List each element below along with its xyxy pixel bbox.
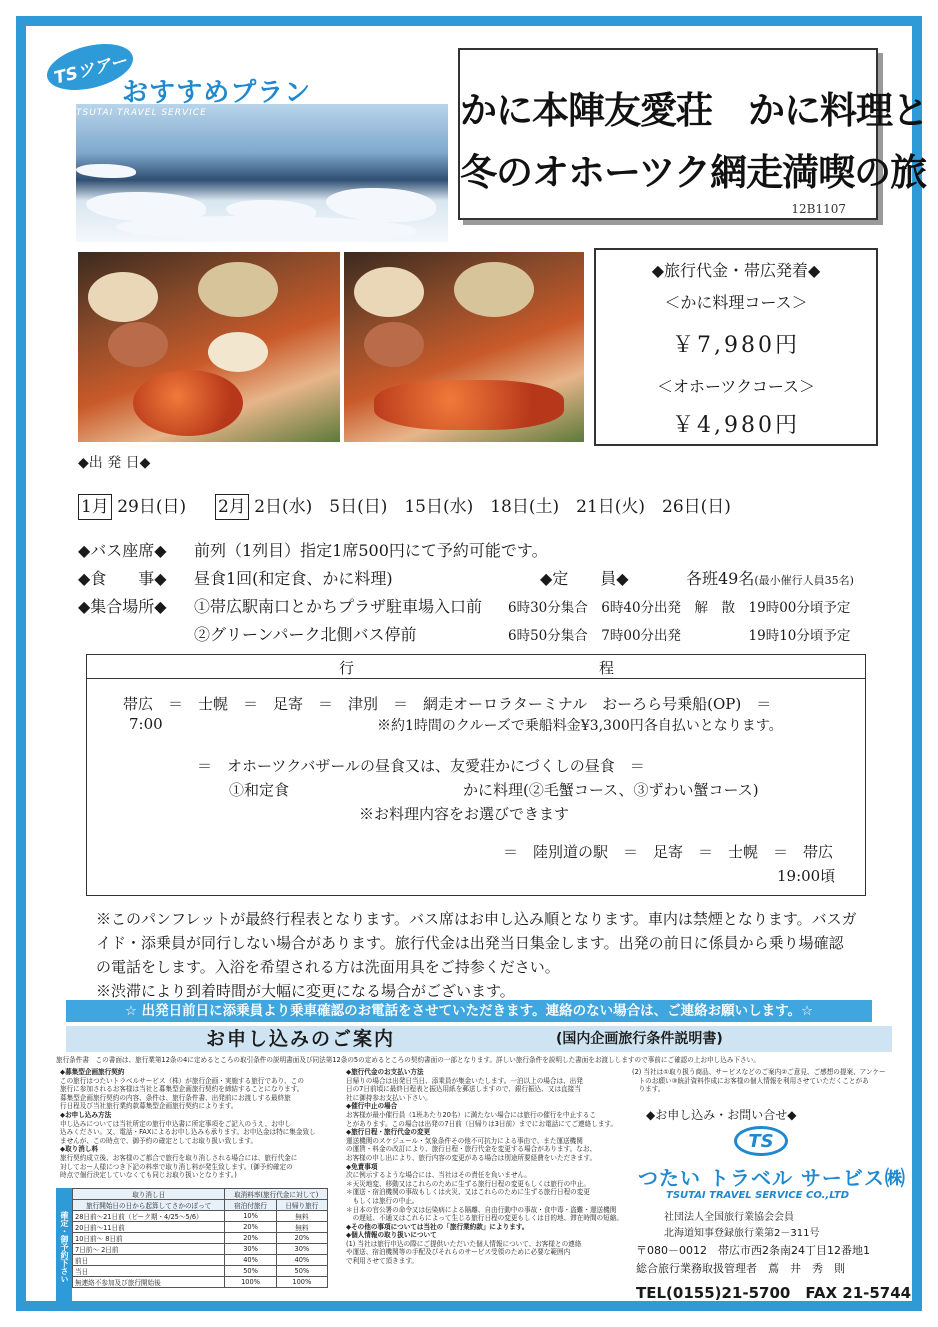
cancel-rate-cell: 50% bbox=[225, 1266, 276, 1277]
okhotsk-course-price: ￥4,980円 bbox=[672, 413, 800, 438]
bus-seat-label: ◆バス座席◆ bbox=[78, 541, 167, 560]
meeting-place-1: ①帯広駅南口とかちプラザ駐車場入口前 bbox=[194, 597, 483, 616]
terms-line: ＊天災地変、移動又はこれらのために生ずる旅行日程の変更もしくは旅行の中止。 bbox=[346, 1179, 590, 1188]
terms-line: 社に御持参お支払い下さい。 bbox=[346, 1093, 432, 1102]
feb-month: 2月 bbox=[215, 494, 249, 520]
note1-line3: の電話をします。入浴を希望される方は洗面用具をご持参ください。 bbox=[96, 958, 560, 976]
itinerary-header bbox=[87, 655, 865, 679]
kani-course-name: ＜かに料理コース＞ bbox=[664, 293, 808, 312]
terms-line: お客様の申し出により、旅行内容の変更がある場合は別途所要経費をいただきます。 bbox=[346, 1153, 597, 1162]
terms-intro: 旅行条件書 この書面は、旅行業第12条の4に定めるところの取引条件の説明書面及び同法第12条の5の定めるところの契約書面の一部となります。詳しい旅行条件を説明した書面をお渡ししますので事前にご確認の上お申し込み下さい。 bbox=[56, 1056, 760, 1064]
cancel-period-cell: 当日 bbox=[73, 1266, 225, 1277]
terms-column-3 bbox=[632, 1068, 886, 1094]
cancel-header-rate: 取消料率(旅行代金に対して) bbox=[225, 1189, 328, 1200]
terms-line: 対しておー人様につき下記の料率で取り消し料が発生致します。(御予約確定の bbox=[60, 1162, 293, 1171]
itinerary-box bbox=[86, 654, 866, 896]
okhotsk-course-name: ＜オホーツクコース＞ bbox=[656, 377, 816, 396]
cancel-rate-cell: 100% bbox=[276, 1277, 327, 1288]
cancel-period-cell: 20日前～11日前 bbox=[73, 1222, 225, 1233]
page-border bbox=[16, 16, 928, 1311]
terms-line: 日帰りの場合は出発日当日、添乗員が集金いたします。一泊以上の場合は、出発 bbox=[346, 1076, 583, 1085]
terms-line: 行日程及び当社旅行業約款募集型企画旅行契約によります。 bbox=[60, 1102, 238, 1111]
cancel-subheader-day: 日帰り旅行 bbox=[276, 1200, 327, 1211]
terms-line: や運送、宿泊機関等の手配及びそれらのサービス受領のために必要な範囲内 bbox=[346, 1248, 571, 1257]
terms-line: 募集型企画旅行契約の内容、条件は、旅行条件書、出発前にお渡しする最終旅 bbox=[60, 1093, 291, 1102]
cancel-subheader-stay: 宿泊付旅行 bbox=[225, 1200, 276, 1211]
terms-line: とがあります。この場合は出発の7日前（日帰りは3日前）までにお電話にてご連絡します。 bbox=[346, 1119, 618, 1128]
cancel-rate-cell: 30% bbox=[225, 1244, 276, 1255]
terms-line: 申し込みについては当社所定の旅行申込書に所定事項をご記入のうえ、お申し bbox=[60, 1119, 292, 1128]
terms-line: の遅延、不通又はこれらによって生じる旅行日程の変更もしくは目的地、滞在時間の短縮。 bbox=[346, 1214, 623, 1223]
terms-line: トのお願い③統計資料作成にお客様の個人情報を利用させていただくことがあ bbox=[632, 1076, 869, 1085]
terms-section-heading: ◆お申し込み方法 bbox=[60, 1110, 112, 1119]
application-guide-subtitle: (国内企画旅行条件説明書) bbox=[556, 1031, 723, 1047]
terms-line: 時点で個行決定していなくても同じお取り扱いとなります。) bbox=[60, 1171, 237, 1180]
snow-crab-meal-photo bbox=[344, 252, 584, 442]
cancel-rate-cell: 30% bbox=[276, 1244, 327, 1255]
tour-code: 12B1107 bbox=[791, 202, 846, 216]
cancellation-fee-table bbox=[72, 1188, 328, 1288]
meeting-place-label: ◆集合場所◆ bbox=[78, 597, 167, 616]
terms-line: 次に例示するような場合には、当社はその責任を負いません。 bbox=[346, 1171, 532, 1180]
capacity-note: (最小催行人員35名) bbox=[754, 574, 854, 587]
terms-section-heading: ◆取り消し料 bbox=[60, 1145, 99, 1154]
terms-section-heading: ◆免責事項 bbox=[346, 1162, 378, 1171]
cancel-period-cell: 前日 bbox=[73, 1255, 225, 1266]
application-guide-title: お申し込みのご案内 bbox=[206, 1028, 396, 1050]
cancel-rate-cell: 20% bbox=[276, 1233, 327, 1244]
capacity-count: 各班49名 bbox=[686, 569, 755, 588]
itinerary-row3: ＝ 陸別道の駅 ＝ 足寄 ＝ 士幌 ＝ 帯広 bbox=[503, 843, 834, 861]
kani-course-price: ￥7,980円 bbox=[672, 333, 800, 358]
cancel-subheader-date: 旅行開始日の日から起算してさかのぼって bbox=[73, 1200, 225, 1211]
departure-label: ◆出 発 日◆ bbox=[78, 455, 151, 471]
contact-heading: ◆お申し込み・お問い合せ◆ bbox=[646, 1108, 797, 1122]
cancel-period-cell: 7日前～ 2日前 bbox=[73, 1244, 225, 1255]
application-guide-title-bar bbox=[66, 1026, 892, 1052]
company-address: 〒080－0012 帯広市西2条南24丁目12番地1 bbox=[636, 1244, 870, 1257]
jan-month: 1月 bbox=[78, 494, 112, 520]
meal-text: 昼食1回(和定食、かに料理) bbox=[194, 569, 393, 588]
note2: ※渋滞により到着時間が大幅に変更になる場合がございます。 bbox=[96, 982, 515, 1000]
terms-line: の運賃・料金の改訂により、旅行日程・旅行代金を変更する場合があります。なお、 bbox=[346, 1145, 597, 1154]
itinerary-row1-time: 7:00 bbox=[129, 715, 163, 733]
cancel-rate-cell: 20% bbox=[225, 1233, 276, 1244]
meeting-time-1: 6時30分集合 6時40分出発 解 散 19時00分頃予定 bbox=[508, 600, 851, 616]
terms-section-heading: ◆その他の事項については当社の「旅行業約款」によります。 bbox=[346, 1222, 529, 1231]
terms-line: ＊運送・宿泊機関の事故もしくは火災、又はこれらのために生ずる旅行日程の変更 bbox=[346, 1188, 590, 1197]
tour-title-line1: かに本陣友愛荘 かに料理と bbox=[460, 89, 928, 132]
cancel-header-date: 取り消し日 bbox=[73, 1189, 225, 1200]
terms-line: もしくは旅行の中止。 bbox=[346, 1196, 419, 1205]
company-name-en: TSUTAI TRAVEL SERVICE CO.,LTD bbox=[666, 1190, 850, 1201]
terms-section-heading: ◆旅行日程・旅行代金の変更 bbox=[346, 1128, 431, 1137]
itinerary-row2: ＝ オホーツクバザールの昼食又は、友愛荘かにづくしの昼食 ＝ bbox=[197, 757, 645, 775]
terms-line: ませんが、この時点で、御予約の確定としてお取り扱い致します。 bbox=[60, 1136, 258, 1145]
callback-notice-banner: ☆ 出発日前日に添乗員より乗車確認のお電話をさせていただきます。連絡のない場合は、ご連絡お願いします。☆ bbox=[66, 1000, 872, 1022]
terms-line: 旅行に参加されるお客様は当社と募集型企画旅行契約を締結することになります。 bbox=[60, 1085, 304, 1094]
cancel-rate-cell: 無料 bbox=[276, 1211, 327, 1222]
tour-title-line2: 冬のオホーツク網走満喫の旅 bbox=[460, 151, 927, 194]
terms-line: ＊日本の官公署の命令又は伝染病による隔離、自由行動中の事故・食中毒・盗難・運送機関 bbox=[346, 1205, 617, 1214]
cancel-rate-cell: 100% bbox=[225, 1277, 276, 1288]
meal-label: ◆食 事◆ bbox=[78, 569, 167, 588]
recommend-plan-label: おすすめプラン bbox=[122, 78, 312, 108]
terms-column-2 bbox=[346, 1068, 623, 1266]
cancel-rate-cell: 無料 bbox=[276, 1222, 327, 1233]
itinerary-row3-time: 19:00頃 bbox=[777, 867, 836, 885]
price-heading: ◆旅行代金・帯広発着◆ bbox=[651, 261, 821, 280]
table-row bbox=[73, 1222, 328, 1233]
meeting-time-2: 6時50分集合 7時00分出発 19時10分頃予定 bbox=[508, 628, 851, 644]
itinerary-row2-b: かに料理(②毛蟹コース、③ずわい蟹コース) bbox=[463, 781, 759, 799]
cancel-period-cell: 10日前～ 8日前 bbox=[73, 1233, 225, 1244]
table-row bbox=[73, 1255, 328, 1266]
terms-column-1 bbox=[60, 1068, 316, 1180]
travel-license: 北海道知事登録旅行業第2－311号 bbox=[664, 1228, 820, 1239]
terms-line: (2) 当社は①取り扱う商品、サービスなどのご案内②ご意見、ご感想の提案、アンケー bbox=[632, 1068, 886, 1076]
cancel-table-side-label: 確定・御予約下さい bbox=[56, 1188, 72, 1305]
departure-dates bbox=[78, 492, 731, 520]
ts-company-logo: TS bbox=[734, 1126, 788, 1156]
cancel-rate-cell: 40% bbox=[276, 1255, 327, 1266]
jan-days: 29日(日) bbox=[117, 497, 187, 517]
itinerary-row1: 帯広 ＝ 士幌 ＝ 足寄 ＝ 津別 ＝ 網走オーロラターミナル おーろら号乗船(OP) ＝ bbox=[123, 695, 772, 713]
terms-line: この旅行はつたいトラベルサービス（株）が旅行企画・実施する旅行であり、この bbox=[60, 1076, 304, 1085]
itinerary-row2-note: ※お料理内容をお選びできます bbox=[359, 805, 570, 823]
table-row bbox=[73, 1266, 328, 1277]
note1-line1: ※このパンフレットが最終行程表となります。バス席はお申し込み順となります。車内は禁煙となります。バスガ bbox=[96, 910, 857, 928]
terms-line: 運送機関のスケジュール・気象条件その他不可抗力による事由で、また運送機関 bbox=[346, 1136, 583, 1145]
terms-line: お客様が最小催行員（1班あたり20名）に満たない場合には旅行の催行を中止するこ bbox=[346, 1110, 596, 1119]
table-row bbox=[73, 1211, 328, 1222]
brand-subtitle: TSUTAI TRAVEL SERVICE bbox=[76, 108, 207, 118]
terms-section-heading: ◆募集型企画旅行契約 bbox=[60, 1068, 125, 1076]
terms-line: 旅行契約成立後、お客様のご都合で旅行を取り消しされる場合には、旅行代金に bbox=[60, 1153, 298, 1162]
capacity-text bbox=[686, 566, 854, 589]
note1-line2: イド・添乗員が同行しない場合があります。旅行代金は出発当日集金します。出発の前日に係員から乗り場確認 bbox=[96, 934, 844, 952]
hairy-crab-meal-photo bbox=[78, 252, 340, 442]
cancel-rate-cell: 10% bbox=[225, 1211, 276, 1222]
terms-line: 日の7日前頃に最終日程表と振込用紙を郵送しますので、銀行振込、又は直接当 bbox=[346, 1085, 581, 1094]
feb-days: 2日(水) 5日(日) 15日(水) 18日(土) 21日(火) 26日(日) bbox=[254, 497, 731, 517]
table-row bbox=[73, 1277, 328, 1288]
itinerary-head-right: 程 bbox=[599, 659, 615, 677]
bus-seat-text: 前列（1列目）指定1席500円にて予約可能です。 bbox=[194, 541, 548, 560]
travel-manager: 総合旅行業務取扱管理者 蔦 井 秀 則 bbox=[636, 1262, 845, 1275]
terms-line: (1) 当社は旅行申込の際にご提供いただいた個人情報について、お客様との連絡 bbox=[346, 1239, 582, 1248]
terms-line: 込みください。又、電話・FAXによるお申し込みも承ります。お申込金は特に集金致し bbox=[60, 1128, 316, 1137]
ts-tour-logo: TSツアー bbox=[42, 36, 138, 98]
tour-title-box bbox=[458, 48, 928, 220]
company-name: つたい トラベル サービス㈱ bbox=[638, 1166, 906, 1190]
price-box bbox=[594, 248, 878, 446]
phone-fax: TEL(0155)21-5700 FAX 21-5744 bbox=[636, 1284, 912, 1302]
capacity-label: ◆定 員◆ bbox=[540, 569, 629, 588]
terms-line: ります。 bbox=[632, 1085, 665, 1094]
flyer bbox=[26, 26, 928, 1302]
itinerary-row2-a: ①和定食 bbox=[229, 781, 290, 799]
cancel-period-cell: 28日前～21日前（ピーク期・4/25～5/6） bbox=[73, 1211, 225, 1222]
terms-line: で利用させて頂きます。 bbox=[346, 1257, 419, 1266]
table-row bbox=[73, 1244, 328, 1255]
cancel-period-cell: 無連絡不参加及び旅行開始後 bbox=[73, 1277, 225, 1288]
terms-section-heading: ◆催行中止の場合 bbox=[346, 1102, 398, 1111]
itinerary-row1-note: ※約1時間のクルーズで乗船料金¥3,300円各自払いとなります。 bbox=[377, 718, 783, 734]
meeting-place-2: ②グリーンパーク北側バス停前 bbox=[194, 625, 417, 644]
drift-ice-photo bbox=[76, 104, 448, 242]
cancel-rate-cell: 50% bbox=[276, 1266, 327, 1277]
cancel-rate-cell: 20% bbox=[225, 1222, 276, 1233]
terms-section-heading: ◆旅行代金のお支払い方法 bbox=[346, 1068, 424, 1076]
cancel-rate-cell: 40% bbox=[225, 1255, 276, 1266]
association-membership: 社団法人全国旅行業協会会員 bbox=[664, 1212, 794, 1223]
table-row bbox=[73, 1233, 328, 1244]
terms-section-heading: ◆個人情報の取り扱いについて bbox=[346, 1231, 437, 1240]
itinerary-head-left: 行 bbox=[339, 659, 355, 677]
